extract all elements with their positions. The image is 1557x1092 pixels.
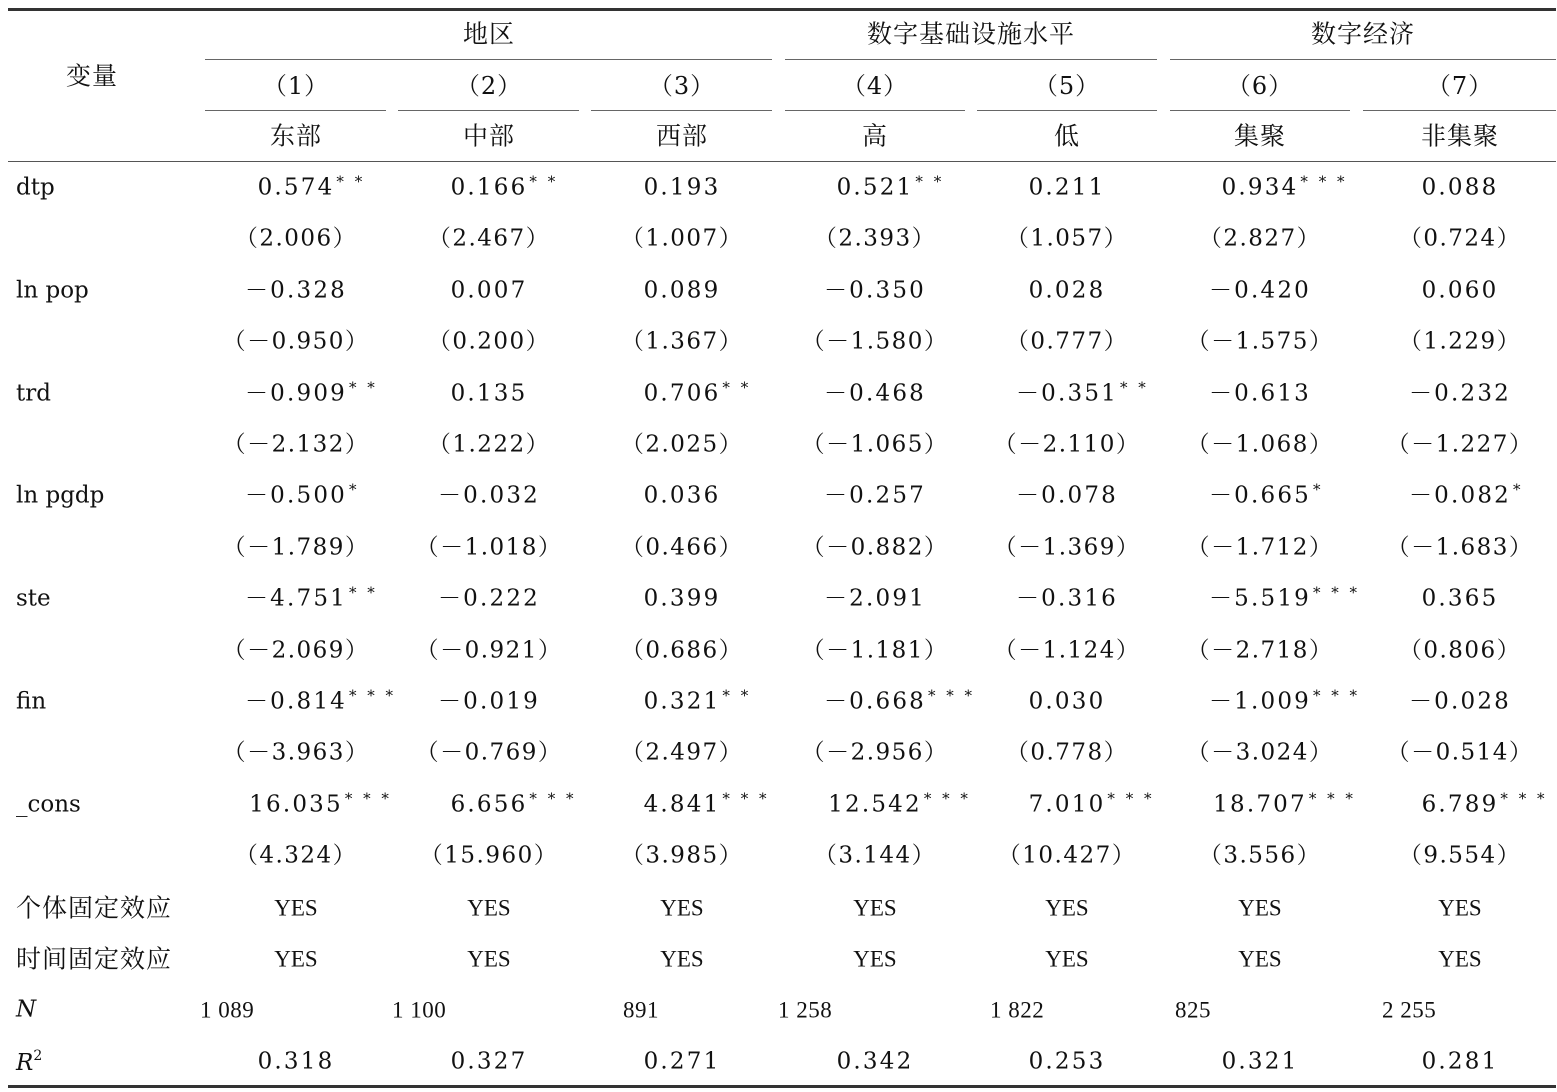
coef-cell [643, 585, 721, 612]
coef-cell-value: 0.088 [1421, 174, 1499, 201]
column-label-3: 西部 [655, 121, 709, 151]
t-stat-cell: （－0.769） [415, 739, 563, 766]
coef-cell-value: 12.542 [828, 791, 922, 818]
column-label-7: 非集聚 [1420, 121, 1500, 151]
coef-cell [437, 585, 541, 612]
group-header-region: 地区 [462, 19, 516, 49]
col-underline-3 [591, 110, 772, 111]
coef-cell-value: 6.656 [450, 791, 528, 818]
coef-cell [1028, 789, 1155, 818]
fixed-effect-cell: YES [467, 895, 511, 921]
n-cell: 825 [1175, 997, 1211, 1023]
fixed-effect-cell: YES [1438, 946, 1482, 972]
row-label-fixed-effect: 时间固定效应 [16, 944, 173, 974]
t-stat-cell: （－2.069） [222, 637, 370, 664]
fixed-effect-cell: YES [1045, 895, 1089, 921]
coef-cell [450, 172, 559, 201]
coef-cell-value: －0.500 [244, 482, 348, 509]
t-stat-cell: （－0.882） [801, 534, 949, 561]
fixed-effect-cell: YES [660, 946, 704, 972]
coef-cell-value: －0.222 [437, 585, 541, 612]
coef-cell [1208, 583, 1361, 612]
coef-cell-value: 0.574 [257, 174, 335, 201]
coef-cell-value: 0.060 [1421, 277, 1499, 304]
coef-cell [1409, 382, 1511, 405]
coef-cell [643, 482, 721, 509]
coef-cell-value: －0.232 [1408, 380, 1512, 407]
fixed-effect-cell: YES [1238, 895, 1282, 921]
n-cell: 891 [623, 997, 659, 1023]
coef-cell [1221, 172, 1348, 201]
t-stat-cell: （0.724） [1398, 225, 1522, 252]
coef-cell-value: 0.030 [1028, 688, 1106, 715]
coef-cell-stars: * * * [923, 789, 971, 808]
coef-cell-stars: * * * [1313, 583, 1361, 602]
r2-cell: 0.271 [643, 1048, 721, 1075]
t-stat-cell: （－2.132） [222, 431, 370, 458]
t-stat-cell: （0.806） [1398, 637, 1522, 664]
column-number-3: （3） [648, 72, 716, 100]
row-label-fixed-effect: 个体固定效应 [16, 893, 173, 923]
fixed-effect-cell: YES [853, 895, 897, 921]
n-cell: 1 258 [778, 997, 833, 1023]
t-stat-cell: （1.229） [1398, 328, 1522, 355]
coef-cell [245, 279, 347, 302]
t-stat-cell: （－0.950） [222, 328, 370, 355]
coef-cell-stars: * * * [1300, 172, 1348, 191]
top-rule [8, 8, 1556, 11]
coef-cell-value: －0.019 [437, 688, 541, 715]
column-label-1: 东部 [269, 121, 323, 151]
coef-cell [823, 686, 976, 715]
coef-cell [1408, 688, 1512, 715]
row-label-r2 [16, 1049, 42, 1075]
t-stat-cell: （－0.514） [1386, 739, 1534, 766]
row-label-ln-pop: ln pop [16, 277, 89, 304]
column-label-6: 集聚 [1233, 121, 1287, 151]
t-stat-cell: （2.393） [813, 225, 937, 252]
coef-cell-stars: * [1513, 480, 1524, 499]
coef-cell [1422, 279, 1499, 302]
t-stat-cell: （9.554） [1398, 842, 1522, 869]
header-bottom-rule [8, 161, 1556, 162]
coef-cell-value: －0.350 [823, 277, 927, 304]
coef-cell-value: 7.010 [1028, 791, 1106, 818]
coef-cell-value: 4.841 [643, 791, 721, 818]
coef-cell-value: 6.789 [1421, 791, 1499, 818]
coef-cell-stars: * [349, 480, 360, 499]
row-label-fin: fin [16, 688, 47, 715]
coef-cell-value: 0.166 [450, 174, 528, 201]
n-cell: 1 089 [200, 997, 255, 1023]
coef-cell-value: －0.814 [244, 688, 348, 715]
coef-cell-stars: * * * [928, 686, 976, 705]
t-stat-cell: （－1.124） [993, 637, 1141, 664]
coef-cell-value: 0.089 [643, 277, 721, 304]
coef-cell-value: －0.316 [1015, 585, 1119, 612]
t-stat-cell: （－0.921） [415, 637, 563, 664]
coef-cell-stars: * * * [1308, 789, 1356, 808]
fixed-effect-cell: YES [1238, 946, 1282, 972]
coef-cell-stars: * * [349, 583, 378, 602]
group-header-digital-economy: 数字经济 [1310, 19, 1416, 49]
t-stat-cell: （2.025） [620, 431, 744, 458]
coef-cell-stars: * * [722, 686, 752, 705]
fixed-effect-cell: YES [1045, 946, 1089, 972]
bottom-rule [8, 1085, 1556, 1088]
coef-cell [1213, 789, 1356, 818]
coef-cell [643, 378, 752, 407]
coef-cell [644, 279, 721, 302]
coef-cell-value: 0.399 [643, 585, 721, 612]
variable-header: 变量 [65, 61, 119, 91]
coef-cell [824, 279, 926, 302]
coef-cell-stars: * * [349, 378, 378, 397]
col-underline-2 [398, 110, 579, 111]
col-underline-7 [1363, 110, 1556, 111]
coef-cell [1421, 585, 1499, 612]
t-stat-cell: （－3.963） [222, 739, 370, 766]
r2-cell: 0.342 [836, 1048, 914, 1075]
column-label-2: 中部 [462, 121, 516, 151]
coef-cell [437, 482, 541, 509]
col-underline-5 [977, 110, 1157, 111]
coef-cell-value: 0.193 [643, 174, 721, 201]
coef-cell [1209, 279, 1311, 302]
t-stat-cell: （10.427） [997, 842, 1137, 869]
t-stat-cell: （－1.181） [801, 637, 949, 664]
row-label-trd: trd [16, 380, 51, 407]
coef-cell [1421, 789, 1548, 818]
coef-cell-value: 18.707 [1213, 791, 1307, 818]
coef-cell-value: 0.135 [450, 380, 528, 407]
coef-cell-value: －0.420 [1208, 277, 1312, 304]
col-underline-1 [205, 110, 386, 111]
column-number-1: （1） [262, 72, 330, 100]
coef-cell-stars: * * * [1313, 686, 1361, 705]
t-stat-cell: （0.777） [1005, 328, 1129, 355]
column-number-4: （4） [841, 72, 909, 100]
t-stat-cell: （2.827） [1198, 225, 1322, 252]
coef-cell [451, 279, 528, 302]
fixed-effect-cell: YES [853, 946, 897, 972]
t-stat-cell: （－2.110） [993, 431, 1141, 458]
fixed-effect-cell: YES [660, 895, 704, 921]
coef-cell-value: 0.321 [643, 688, 721, 715]
t-stat-cell: （－1.369） [993, 534, 1141, 561]
coef-cell [1015, 378, 1149, 407]
t-stat-cell: （2.497） [620, 739, 744, 766]
column-number-7: （7） [1426, 72, 1494, 100]
n-cell: 2 255 [1382, 997, 1437, 1023]
coef-cell [1208, 480, 1324, 509]
coef-cell-value: －0.328 [244, 277, 348, 304]
coef-cell-stars: * * * [1107, 789, 1155, 808]
fixed-effect-cell: YES [1438, 895, 1482, 921]
coef-cell [1028, 174, 1106, 201]
coef-cell-stars: * * [336, 172, 366, 191]
coef-cell-value: 0.706 [643, 380, 721, 407]
coef-cell [643, 686, 752, 715]
t-stat-cell: （－1.712） [1186, 534, 1334, 561]
coef-cell [451, 382, 528, 405]
t-stat-cell: （4.324） [234, 842, 358, 869]
coef-cell [244, 378, 378, 407]
coef-cell [450, 789, 577, 818]
coef-cell [643, 789, 770, 818]
t-stat-cell: （1.367） [620, 328, 744, 355]
r2-letter: R [16, 1049, 34, 1076]
coef-cell-stars: * * [529, 172, 559, 191]
coef-cell [836, 172, 945, 201]
r2-cell: 0.327 [450, 1048, 528, 1075]
n-cell: 1 822 [990, 997, 1045, 1023]
row-label-ste: ste [16, 585, 51, 612]
t-stat-cell: （－1.018） [415, 534, 563, 561]
t-stat-cell: （3.144） [813, 842, 937, 869]
coef-cell-value: －0.468 [823, 380, 927, 407]
coef-cell [823, 482, 927, 509]
coef-cell-stars: * * * [344, 789, 392, 808]
t-stat-cell: （1.222） [427, 431, 551, 458]
column-number-5: （5） [1033, 72, 1101, 100]
t-stat-cell: （0.778） [1005, 739, 1129, 766]
t-stat-cell: （－1.068） [1186, 431, 1334, 458]
coef-cell [828, 789, 971, 818]
group-underline-infrastructure [785, 59, 1157, 60]
coef-cell [244, 583, 378, 612]
coef-cell [437, 688, 541, 715]
t-stat-cell: （2.006） [234, 225, 358, 252]
coef-cell-value: －5.519 [1208, 585, 1312, 612]
coef-cell-stars: * * [722, 378, 752, 397]
col-underline-6 [1170, 110, 1350, 111]
coef-cell-value: －2.091 [823, 585, 927, 612]
coef-cell-value: －1.009 [1208, 688, 1312, 715]
col-underline-4 [785, 110, 965, 111]
coef-cell-stars: * * * [349, 686, 397, 705]
coef-cell [643, 174, 721, 201]
t-stat-cell: （1.057） [1005, 225, 1129, 252]
column-number-2: （2） [455, 72, 523, 100]
group-underline-digital-economy [1170, 59, 1556, 60]
t-stat-cell: （－1.227） [1386, 431, 1534, 458]
r2-superscript: 2 [33, 1047, 43, 1064]
coef-cell [249, 789, 392, 818]
coef-cell [823, 585, 927, 612]
coef-cell-value: 0.007 [450, 277, 528, 304]
t-stat-cell: （0.200） [427, 328, 551, 355]
t-stat-cell: （－3.024） [1186, 739, 1334, 766]
column-label-4: 高 [861, 121, 889, 151]
coef-cell [244, 480, 360, 509]
coef-cell-value: －0.028 [1408, 688, 1512, 715]
coef-cell-stars: * [1313, 480, 1324, 499]
group-header-infrastructure: 数字基础设施水平 [866, 19, 1076, 49]
coef-cell-value: －0.613 [1208, 380, 1312, 407]
coef-cell-stars: * * [915, 172, 945, 191]
t-stat-cell: （2.467） [427, 225, 551, 252]
row-label-cons: _cons [16, 791, 81, 818]
coef-cell-value: －0.078 [1015, 482, 1119, 509]
coef-cell-stars: * * * [1500, 789, 1548, 808]
coef-cell-stars: * * [1120, 378, 1149, 397]
coef-cell-value: －0.665 [1208, 482, 1312, 509]
t-stat-cell: （－1.683） [1386, 534, 1534, 561]
fixed-effect-cell: YES [467, 946, 511, 972]
r2-cell: 0.281 [1421, 1048, 1499, 1075]
coef-cell [1015, 585, 1119, 612]
t-stat-cell: （－2.718） [1186, 637, 1334, 664]
coef-cell-value: 0.211 [1028, 174, 1106, 201]
coef-cell [1208, 686, 1361, 715]
r2-cell: 0.318 [257, 1048, 335, 1075]
r2-cell: 0.321 [1221, 1048, 1299, 1075]
t-stat-cell: （－1.789） [222, 534, 370, 561]
coef-cell-value: －0.668 [823, 688, 927, 715]
t-stat-cell: （0.466） [620, 534, 744, 561]
row-label-ln-pgdp: ln pgdp [16, 482, 105, 509]
coef-cell-value: 0.934 [1221, 174, 1299, 201]
row-label-n: N [16, 996, 37, 1023]
t-stat-cell: （0.686） [620, 637, 744, 664]
coef-cell-value: －0.032 [437, 482, 541, 509]
coef-cell-value: 0.521 [836, 174, 914, 201]
coef-cell-value: 0.365 [1421, 585, 1499, 612]
coef-cell [244, 686, 397, 715]
t-stat-cell: （3.556） [1198, 842, 1322, 869]
coef-cell-value: 0.028 [1028, 277, 1106, 304]
r2-cell: 0.253 [1028, 1048, 1106, 1075]
column-label-5: 低 [1053, 121, 1081, 151]
coef-cell [1028, 688, 1106, 715]
row-label-dtp: dtp [16, 174, 55, 201]
t-stat-cell: （－2.956） [801, 739, 949, 766]
n-cell: 1 100 [392, 997, 447, 1023]
t-stat-cell: （1.007） [620, 225, 744, 252]
coef-cell [1408, 480, 1524, 509]
coef-cell-stars: * * * [722, 789, 770, 808]
coef-cell-value: －0.257 [823, 482, 927, 509]
coef-cell-stars: * * * [529, 789, 577, 808]
coef-cell [1029, 279, 1106, 302]
coef-cell-value: －0.082 [1408, 482, 1512, 509]
coef-cell-value: 16.035 [249, 791, 343, 818]
coef-cell-value: －0.351 [1015, 380, 1119, 407]
coef-cell [824, 382, 926, 405]
t-stat-cell: （3.985） [620, 842, 744, 869]
fixed-effect-cell: YES [274, 946, 318, 972]
coef-cell [257, 172, 366, 201]
coef-cell-value: 0.036 [643, 482, 721, 509]
coef-cell [1209, 382, 1311, 405]
t-stat-cell: （－1.580） [801, 328, 949, 355]
coef-cell [1015, 482, 1119, 509]
coef-cell-value: －4.751 [244, 585, 348, 612]
coef-cell [1421, 174, 1499, 201]
t-stat-cell: （15.960） [419, 842, 559, 869]
group-underline-region [205, 59, 772, 60]
t-stat-cell: （－1.065） [801, 431, 949, 458]
fixed-effect-cell: YES [274, 895, 318, 921]
coef-cell-value: －0.909 [244, 380, 348, 407]
t-stat-cell: （－1.575） [1186, 328, 1334, 355]
column-number-6: （6） [1226, 72, 1294, 100]
